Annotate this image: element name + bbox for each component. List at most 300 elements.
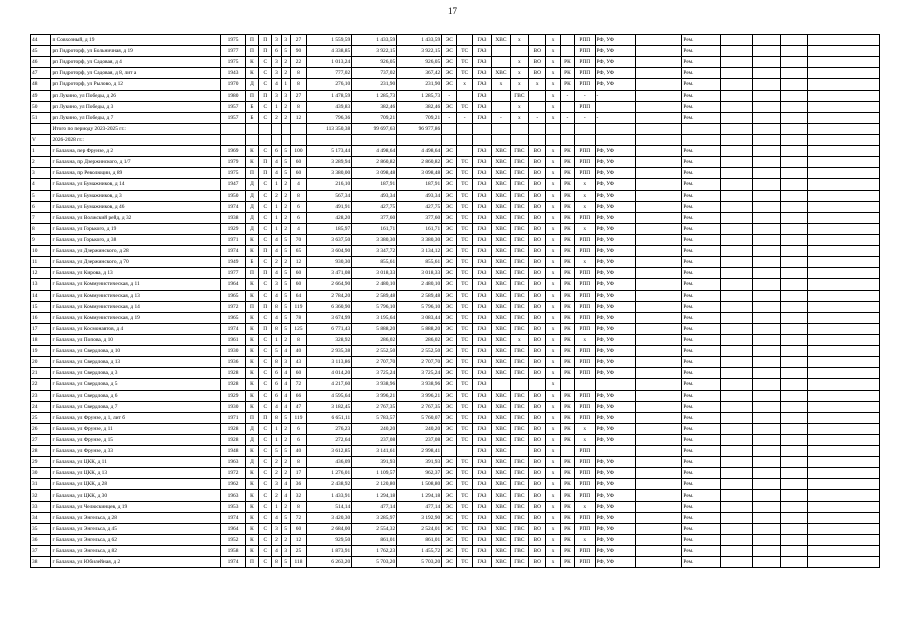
table-cell: 1949 — [221, 257, 246, 268]
table-cell: 1962 — [221, 479, 246, 490]
table-cell: ТС — [457, 246, 472, 257]
table-cell: П — [245, 301, 258, 312]
table-cell: 43 — [290, 357, 306, 368]
table-cell: ТС — [457, 501, 472, 512]
table-row — [31, 201, 880, 212]
table-cell — [307, 134, 352, 145]
table-cell: ЭС — [442, 423, 457, 434]
table-cell: РК — [560, 301, 574, 312]
table-cell — [808, 46, 880, 57]
table-cell: К — [245, 390, 258, 401]
table-row — [31, 446, 880, 457]
table-cell: ГАЗ — [472, 301, 491, 312]
table-cell: РПП — [575, 79, 595, 90]
table-cell — [721, 134, 753, 145]
table-cell: 60 — [290, 279, 306, 290]
table-cell: 1 — [272, 223, 281, 234]
table-cell — [636, 257, 682, 268]
table-cell: 3 — [281, 90, 290, 101]
table-cell: 3 996,21 — [397, 390, 442, 401]
table-cell — [780, 557, 808, 568]
table-cell: РПП — [575, 479, 595, 490]
table-cell: РК — [560, 323, 574, 334]
table-cell: П — [245, 268, 258, 279]
table-cell — [780, 479, 808, 490]
table-cell — [808, 468, 880, 479]
table-cell: ГАЗ — [472, 290, 491, 301]
table-cell: ГАЗ — [472, 401, 491, 412]
table-cell: ХВС — [492, 512, 510, 523]
table-cell: 4 — [281, 390, 290, 401]
table-cell: ВО — [529, 390, 546, 401]
table-cell: x — [575, 534, 595, 545]
table-cell: К — [245, 68, 258, 79]
table-cell: С — [259, 557, 272, 568]
table-cell: ВО — [529, 412, 546, 423]
table-cell: г Балахна, ул Фрунзе, д 33 — [51, 446, 221, 457]
table-cell: 29 — [31, 457, 51, 468]
table-cell — [752, 79, 780, 90]
table-cell: ГАЗ — [472, 368, 491, 379]
table-cell: ГАЗ — [472, 390, 491, 401]
table-cell: г Балахна, ул Коммунистическая, д 13 — [51, 290, 221, 301]
table-cell — [780, 234, 808, 245]
table-cell: 2 — [281, 212, 290, 223]
table-cell: г Балахна, ул ЦКК, д 28 — [51, 479, 221, 490]
table-cell: 8 — [272, 301, 281, 312]
table-cell: ХВС — [492, 234, 510, 245]
table-cell: К — [245, 534, 258, 545]
table-cell: 477,14 — [352, 501, 397, 512]
table-cell — [510, 446, 528, 457]
table-cell: 3 380,30 — [397, 234, 442, 245]
table-cell: РПП — [575, 468, 595, 479]
table-cell: РК — [560, 57, 574, 68]
table-cell: Рем. — [682, 79, 721, 90]
table-cell: РК — [560, 546, 574, 557]
table-cell — [752, 412, 780, 423]
table-cell: 3 182,45 — [307, 401, 352, 412]
table-cell: ТС — [457, 268, 472, 279]
table-cell: РПП — [575, 168, 595, 179]
table-cell: 1 — [272, 423, 281, 434]
table-cell: г Балахна, ул Челюскинцев, д 19 — [51, 501, 221, 512]
table-cell: 2 — [281, 190, 290, 201]
table-cell: x — [575, 257, 595, 268]
table-cell — [752, 257, 780, 268]
table-row — [31, 234, 880, 245]
table-cell: г Балахна, ул Бумажников, д 3 — [51, 190, 221, 201]
table-row — [31, 412, 880, 423]
table-cell — [808, 490, 880, 501]
table-cell — [752, 268, 780, 279]
table-cell: 1 — [272, 434, 281, 445]
table-cell: 8 — [290, 190, 306, 201]
table-cell — [636, 557, 682, 568]
table-row — [31, 223, 880, 234]
table-cell: Рем. — [682, 190, 721, 201]
table-cell: x — [575, 190, 595, 201]
table-cell: ГВС — [510, 290, 528, 301]
table-cell: С — [259, 523, 272, 534]
table-cell: ЭС — [442, 101, 457, 112]
table-cell: Рем. — [682, 446, 721, 457]
table-cell: 27 — [290, 90, 306, 101]
table-cell: ВО — [529, 401, 546, 412]
table-cell: 12 — [290, 112, 306, 123]
table-cell: РК — [560, 479, 574, 490]
table-cell — [752, 301, 780, 312]
table-cell: ГАЗ — [472, 434, 491, 445]
table-cell — [245, 134, 258, 145]
table-cell: ХВС — [492, 501, 510, 512]
table-cell: П — [245, 90, 258, 101]
table-cell: Д — [245, 223, 258, 234]
table-cell: 1 433,59 — [352, 35, 397, 46]
table-cell: С — [259, 446, 272, 457]
table-cell: 22 — [31, 379, 51, 390]
table-cell — [752, 401, 780, 412]
table-cell: РК — [560, 412, 574, 423]
table-cell: 15 — [31, 301, 51, 312]
table-cell: ХВС — [492, 401, 510, 412]
table-cell — [808, 512, 880, 523]
table-cell — [636, 301, 682, 312]
table-cell: РФ, УФ — [595, 334, 636, 345]
table-cell: 40 — [290, 446, 306, 457]
table-cell: 6 — [31, 201, 51, 212]
table-cell: 12 — [290, 534, 306, 545]
table-cell: ЭС — [442, 479, 457, 490]
table-cell: К — [245, 479, 258, 490]
table-cell: ТС — [457, 101, 472, 112]
table-cell: 4 — [272, 168, 281, 179]
table-cell: 377,60 — [397, 212, 442, 223]
table-cell: 3 996,21 — [352, 390, 397, 401]
table-cell: Рем. — [682, 112, 721, 123]
table-cell: РК — [560, 534, 574, 545]
table-cell — [752, 512, 780, 523]
table-cell: С — [259, 201, 272, 212]
table-cell: 2 784,20 — [307, 290, 352, 301]
table-cell: ЭС — [442, 534, 457, 545]
table-cell: 2 — [281, 223, 290, 234]
table-cell: 90 — [290, 46, 306, 57]
table-cell — [780, 323, 808, 334]
table-cell: 28 — [31, 446, 51, 457]
table-cell: РК — [560, 157, 574, 168]
table-cell — [752, 557, 780, 568]
table-cell — [636, 401, 682, 412]
table-cell: ГВС — [510, 179, 528, 190]
table-cell — [636, 157, 682, 168]
table-cell: ГАЗ — [472, 346, 491, 357]
table-cell: К — [245, 323, 258, 334]
table-cell — [721, 212, 753, 223]
table-cell: Рем. — [682, 534, 721, 545]
table-cell: К — [245, 157, 258, 168]
table-cell: 3 083,44 — [397, 312, 442, 323]
table-cell: 4 498,64 — [397, 146, 442, 157]
table-cell: ХВС — [492, 68, 510, 79]
table-cell: ГВС — [510, 534, 528, 545]
table-cell — [636, 379, 682, 390]
table-cell: ВО — [529, 290, 546, 301]
table-cell — [636, 35, 682, 46]
table-cell: ВО — [529, 68, 546, 79]
table-cell: К — [245, 446, 258, 457]
table-cell: ХВС — [492, 446, 510, 457]
table-cell: x — [546, 157, 560, 168]
table-cell — [808, 446, 880, 457]
table-cell — [780, 312, 808, 323]
table-cell: x — [546, 334, 560, 345]
table-cell — [752, 468, 780, 479]
table-cell: x — [575, 201, 595, 212]
table-cell: ГВС — [510, 557, 528, 568]
table-cell: x — [546, 523, 560, 534]
table-cell: 3 922,15 — [397, 46, 442, 57]
table-cell — [721, 90, 753, 101]
table-cell: РК — [560, 234, 574, 245]
table-cell: 119 — [290, 412, 306, 423]
table-cell: ТС — [457, 57, 472, 68]
table-cell: ЭС — [442, 257, 457, 268]
table-cell: ХВС — [492, 146, 510, 157]
table-cell: 14 — [31, 290, 51, 301]
table-cell — [560, 35, 574, 46]
table-cell: 1974 — [221, 323, 246, 334]
table-cell: x — [546, 390, 560, 401]
table-cell: 45 — [31, 46, 51, 57]
table-row — [31, 212, 880, 223]
table-cell: 3 — [272, 68, 281, 79]
table-cell — [808, 201, 880, 212]
table-cell: Рем. — [682, 557, 721, 568]
table-cell: ХВС — [492, 257, 510, 268]
table-cell: x — [546, 379, 560, 390]
table-cell: 24 — [31, 401, 51, 412]
table-row — [31, 434, 880, 445]
table-cell: РПП — [575, 490, 595, 501]
table-cell: ЭС — [442, 201, 457, 212]
table-cell: 35 — [31, 523, 51, 534]
table-cell: x — [510, 35, 528, 46]
table-cell — [721, 312, 753, 323]
table-cell — [636, 57, 682, 68]
table-cell: РПП — [575, 446, 595, 457]
table-cell: ТС — [457, 46, 472, 57]
table-cell — [808, 79, 880, 90]
table-cell: 514,14 — [307, 501, 352, 512]
table-cell: - — [560, 90, 574, 101]
table-cell: 777,02 — [307, 68, 352, 79]
table-cell — [780, 146, 808, 157]
table-cell — [752, 146, 780, 157]
table-cell — [510, 123, 528, 134]
table-cell — [721, 479, 753, 490]
table-cell: 4 — [272, 290, 281, 301]
table-cell: ВО — [529, 346, 546, 357]
table-cell: ХВС — [492, 212, 510, 223]
table-cell: ТС — [457, 201, 472, 212]
table-cell: ХВС — [492, 534, 510, 545]
table-cell: 3 — [272, 523, 281, 534]
table-cell: ГВС — [510, 523, 528, 534]
table-cell: 5 — [281, 146, 290, 157]
table-cell: РФ, УФ — [595, 468, 636, 479]
table-cell: ХВС — [492, 412, 510, 423]
table-cell: РПП — [575, 401, 595, 412]
table-cell: ГАЗ — [472, 279, 491, 290]
table-cell — [457, 146, 472, 157]
table-row — [31, 534, 880, 545]
table-cell: С — [259, 479, 272, 490]
table-cell: 709,21 — [397, 112, 442, 123]
table-cell: Рем. — [682, 101, 721, 112]
table-cell: x — [510, 112, 528, 123]
table-cell — [721, 190, 753, 201]
table-cell — [808, 546, 880, 557]
table-row — [31, 279, 880, 290]
table-cell: ХВС — [492, 523, 510, 534]
table-cell: 2 — [281, 434, 290, 445]
table-cell — [721, 112, 753, 123]
table-cell: К — [245, 368, 258, 379]
table-cell: 2 — [272, 534, 281, 545]
table-cell: С — [259, 490, 272, 501]
table-cell — [780, 35, 808, 46]
table-cell: ВО — [529, 157, 546, 168]
table-cell — [721, 146, 753, 157]
table-cell — [808, 35, 880, 46]
table-cell — [636, 112, 682, 123]
table-cell: 2 — [272, 457, 281, 468]
table-cell: 3 — [281, 357, 290, 368]
table-cell: 5 — [281, 412, 290, 423]
table-cell — [780, 212, 808, 223]
table-cell: x — [546, 46, 560, 57]
table-cell: x — [546, 557, 560, 568]
table-cell: 187,91 — [397, 179, 442, 190]
table-cell: 240,20 — [397, 423, 442, 434]
table-cell — [721, 323, 753, 334]
table-cell: 1950 — [221, 190, 246, 201]
table-cell: 4 — [272, 512, 281, 523]
table-cell: РК — [560, 490, 574, 501]
table-cell — [721, 534, 753, 545]
table-cell: ГАЗ — [472, 179, 491, 190]
table-cell: x — [546, 68, 560, 79]
table-cell: 3 637,50 — [307, 234, 352, 245]
table-cell — [808, 257, 880, 268]
table-row — [31, 490, 880, 501]
table-cell: РФ, УФ — [595, 35, 636, 46]
table-cell: x — [546, 401, 560, 412]
table-cell — [752, 379, 780, 390]
table-cell: 8 — [290, 334, 306, 345]
table-cell — [808, 101, 880, 112]
table-cell: x — [546, 79, 560, 90]
table-cell: РФ, УФ — [595, 268, 636, 279]
table-cell: 11 — [31, 257, 51, 268]
table-cell: 161,71 — [397, 223, 442, 234]
table-cell: x — [546, 546, 560, 557]
table-cell: ЭС — [442, 512, 457, 523]
table-cell — [721, 346, 753, 357]
table-cell: РПП — [575, 523, 595, 534]
table-cell — [780, 223, 808, 234]
table-cell: Рем. — [682, 157, 721, 168]
table-cell: 22 — [290, 57, 306, 68]
table-cell: РФ, УФ — [595, 323, 636, 334]
table-cell: 428,20 — [307, 212, 352, 223]
table-cell: ГВС — [510, 257, 528, 268]
table-cell: 187,91 — [352, 179, 397, 190]
table-cell: РФ, УФ — [595, 346, 636, 357]
table-cell: 1 — [272, 212, 281, 223]
table-cell — [808, 90, 880, 101]
table-cell: РФ, УФ — [595, 501, 636, 512]
table-cell: П — [245, 35, 258, 46]
table-cell: 276,23 — [307, 423, 352, 434]
table-cell: РФ, УФ — [595, 146, 636, 157]
table-cell: 1961 — [221, 334, 246, 345]
table-cell: ВО — [529, 312, 546, 323]
table-cell: 5 703,20 — [352, 557, 397, 568]
table-cell — [780, 246, 808, 257]
table-cell: 2 860,82 — [397, 157, 442, 168]
table-cell: РФ, УФ — [595, 479, 636, 490]
table-cell: г Балахна, ул ЦКК, д 11 — [51, 457, 221, 468]
table-cell — [636, 434, 682, 445]
table-cell: Рем. — [682, 423, 721, 434]
table-cell: РПП — [575, 246, 595, 257]
table-cell: ГАЗ — [472, 223, 491, 234]
table-cell: ВО — [529, 501, 546, 512]
table-cell: Рем. — [682, 401, 721, 412]
table-cell: 40 — [290, 346, 306, 357]
table-cell: Д — [245, 201, 258, 212]
table-cell: 2 — [281, 334, 290, 345]
table-cell: x — [575, 223, 595, 234]
table-cell: 5 — [272, 346, 281, 357]
table-cell: С — [259, 334, 272, 345]
table-cell: 5 — [281, 323, 290, 334]
table-cell: 1 294,18 — [397, 490, 442, 501]
table-cell — [636, 334, 682, 345]
table-cell — [721, 123, 753, 134]
table-cell — [636, 368, 682, 379]
table-cell: ЭС — [442, 35, 457, 46]
table-cell: ЭС — [442, 357, 457, 368]
table-cell: 3 347,72 — [352, 246, 397, 257]
table-cell: 2 — [281, 101, 290, 112]
table-cell: 8 — [290, 501, 306, 512]
table-cell: 25 — [290, 546, 306, 557]
table-cell: 1928 — [221, 434, 246, 445]
table-cell — [752, 357, 780, 368]
table-cell: 4 — [272, 312, 281, 323]
table-cell: К — [245, 523, 258, 534]
table-cell: 4 — [272, 79, 281, 90]
table-cell: г Балахна, ул Фрунзе, д 11 — [51, 423, 221, 434]
table-cell: 4 — [281, 479, 290, 490]
table-cell — [272, 123, 281, 134]
table-cell: 1 — [272, 201, 281, 212]
table-cell: ВО — [529, 257, 546, 268]
table-cell — [780, 334, 808, 345]
